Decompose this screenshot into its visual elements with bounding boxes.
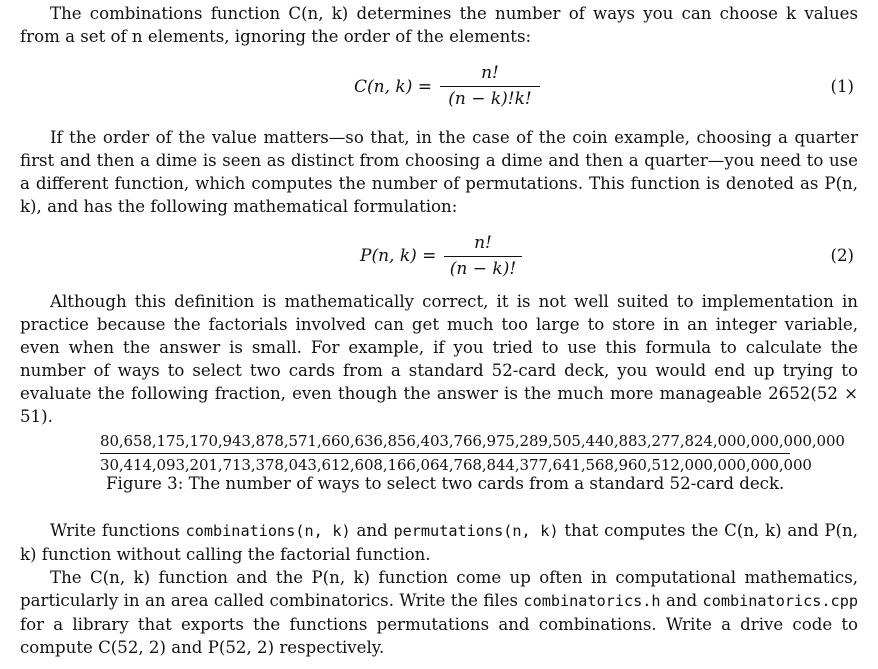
text-segment: The C(n, k) function and the P(n, k) function come up often in computational mathematics, particularly in an area called combinatorics. Write the files bbox=[20, 568, 858, 610]
paragraph-permutations-intro: If the order of the value matters—so that, in the case of the coin example, choosing a quarter first and then a dime is seen as distinct from choosing a dime and then a quarter—you need to use a different function, which computes the number of permutations. This function is denoted as P(n, k), and has the following mathematical formulation: bbox=[20, 128, 858, 216]
equation-numerator: n! bbox=[474, 233, 492, 253]
paragraph-factorial-problem: Although this definition is mathematically correct, it is not well suited to implementation in practice because the factorials involved can get much too large to store in an integer variable, even when the answer is small. For example, if you tried to use this formula to calculate the number of ways to select two cards from a standard 52-card deck, you would end up trying to evaluate the following fraction, even though the answer is the much more manageable 2652(52 × 51). bbox=[20, 292, 858, 426]
code-permutations: permutations(n, k) bbox=[393, 522, 559, 540]
text-segment: and bbox=[660, 591, 703, 610]
fraction-denominator: 30,414,093,201,713,378,043,612,608,166,064,768,844,377,641,568,960,512,000,000,000,000 bbox=[100, 456, 812, 474]
equation-denominator: (n − k)!k! bbox=[448, 89, 532, 109]
paragraph-task-library bbox=[20, 566, 858, 659]
equation-lhs: P(n, k) = bbox=[360, 246, 437, 266]
text-segment: that computes the C(n, k) and P(n, k) function without calling the factorial function. bbox=[20, 521, 858, 564]
equation-number: (1) bbox=[830, 77, 854, 96]
equation-denominator: (n − k)! bbox=[449, 259, 517, 279]
code-combinations: combinations(n, k) bbox=[185, 522, 351, 540]
fraction-numerator: 80,658,175,170,943,878,571,660,636,856,403,766,975,289,505,440,883,277,824,000,000,000,000 bbox=[100, 432, 845, 450]
equation-number: (2) bbox=[830, 246, 854, 265]
figure-caption: Figure 3: The number of ways to select two cards from a standard 52-card deck. bbox=[106, 474, 785, 493]
text-segment: for a library that exports the functions permutations and combinations. Write a drive code to compute C(52, 2) and P(52, 2) respectively. bbox=[20, 615, 858, 657]
equation-permutations bbox=[20, 226, 858, 286]
equation-fraction bbox=[440, 62, 540, 110]
fraction-bar bbox=[440, 86, 540, 87]
large-factorial-fraction bbox=[100, 432, 845, 475]
fraction-bar bbox=[444, 256, 522, 257]
equation-lhs: C(n, k) = bbox=[354, 77, 432, 97]
paragraph-task-functions bbox=[20, 519, 858, 566]
equation-combinations bbox=[20, 60, 858, 120]
code-combinatorics-h: combinatorics.h bbox=[523, 592, 661, 610]
code-combinatorics-cpp: combinatorics.cpp bbox=[702, 592, 858, 610]
text-segment: Write functions bbox=[50, 521, 186, 540]
equation-numerator: n! bbox=[481, 63, 499, 83]
equation-fraction bbox=[444, 232, 522, 280]
fraction-bar bbox=[100, 453, 790, 454]
text-segment: and bbox=[350, 521, 394, 540]
paragraph-combinations-intro: The combinations function C(n, k) determines the number of ways you can choose k values from a set of n elements, ignoring the order of the elements: bbox=[20, 4, 858, 46]
